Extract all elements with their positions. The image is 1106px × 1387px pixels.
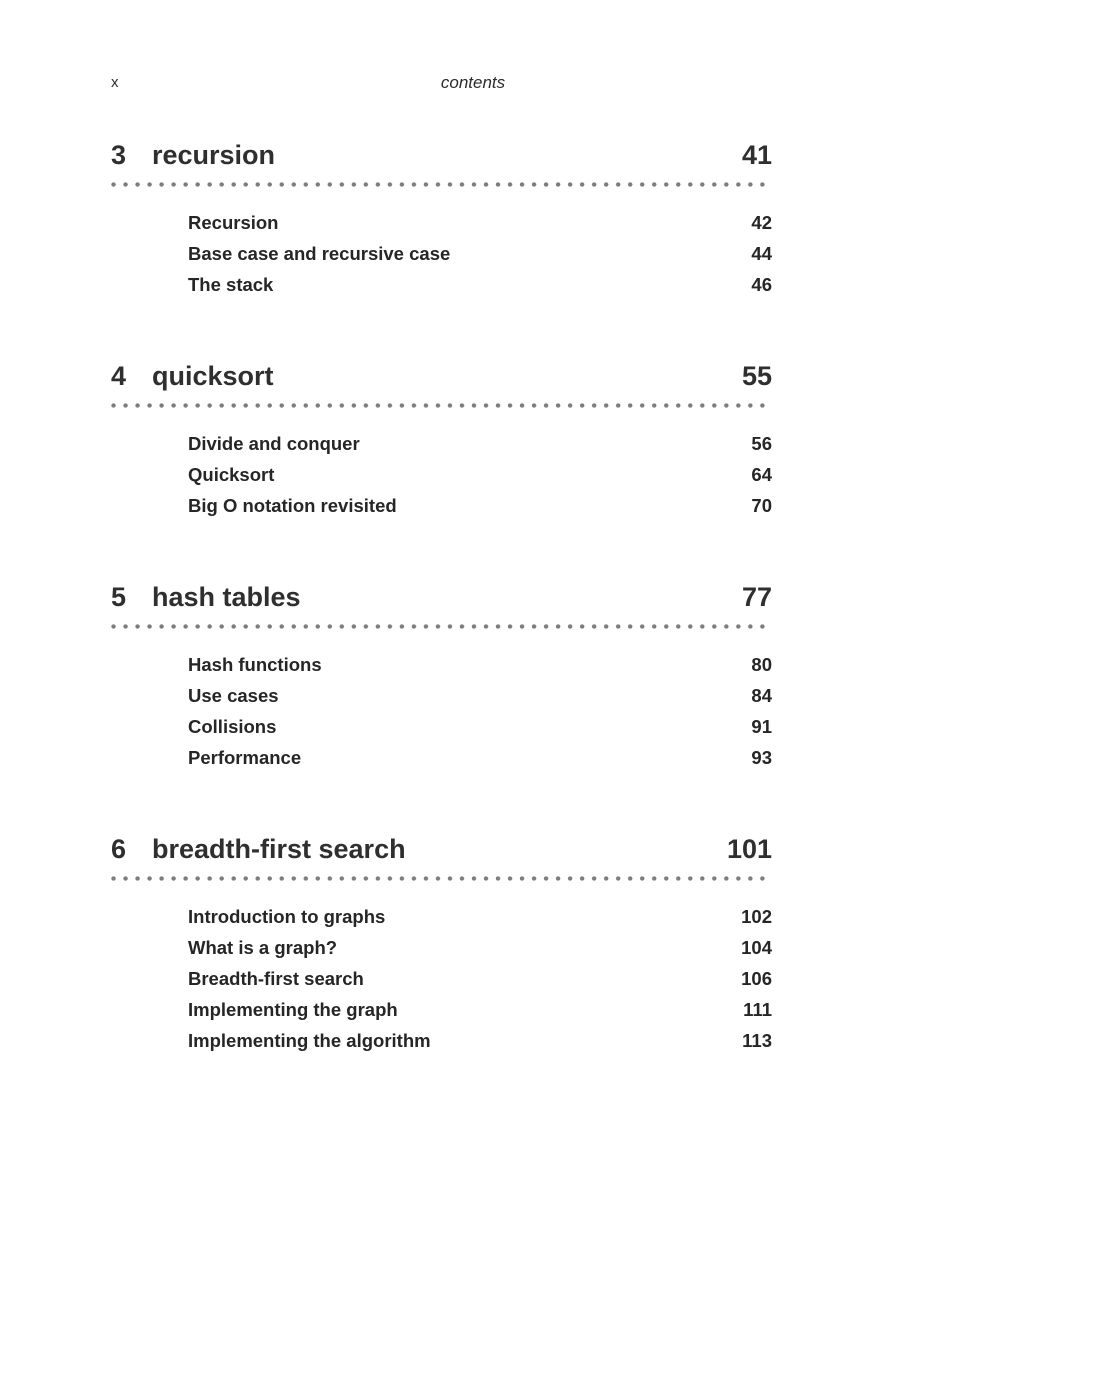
chapter-page-number: 77: [741, 582, 772, 612]
chapter-block: [111, 137, 772, 300]
section-entry[interactable]: [188, 428, 772, 459]
chapter-page-number: 41: [741, 140, 772, 170]
section-title: Performance: [188, 747, 302, 768]
section-page-number: 113: [742, 1030, 772, 1051]
section-entry[interactable]: [188, 963, 772, 994]
chapter-page-number: 55: [741, 361, 772, 391]
section-entry[interactable]: [188, 711, 772, 742]
section-entry[interactable]: [188, 1025, 772, 1056]
section-title: The stack: [188, 274, 274, 295]
section-title: Big O notation revisited: [188, 495, 397, 516]
section-page-number: 93: [751, 747, 772, 768]
section-page-number: 106: [741, 968, 772, 989]
section-page-number: 91: [751, 716, 772, 737]
section-title: What is a graph?: [188, 937, 338, 958]
running-head: [111, 70, 772, 96]
running-title: contents: [440, 73, 506, 92]
section-entry[interactable]: [188, 269, 772, 300]
section-list: [111, 428, 772, 521]
section-entry[interactable]: [188, 901, 772, 932]
dotted-rule: [111, 182, 772, 187]
section-entry[interactable]: [188, 932, 772, 963]
section-title: Recursion: [188, 212, 279, 233]
section-entry[interactable]: [188, 994, 772, 1025]
section-title: Hash functions: [188, 654, 322, 675]
chapter-block: [111, 358, 772, 521]
section-page-number: 70: [751, 495, 772, 516]
chapter-number: 3: [111, 140, 127, 170]
section-page-number: 42: [751, 212, 772, 233]
section-title: Collisions: [188, 716, 277, 737]
section-page-number: 56: [751, 433, 772, 454]
chapter-title: quicksort: [152, 361, 274, 391]
chapter-title: hash tables: [152, 582, 301, 612]
section-entry[interactable]: [188, 680, 772, 711]
section-page-number: 44: [751, 243, 772, 264]
chapter-entry[interactable]: [111, 579, 772, 615]
section-title: Implementing the algorithm: [188, 1030, 431, 1051]
chapter-block: [111, 831, 772, 1056]
section-list: [111, 207, 772, 300]
section-title: Introduction to graphs: [188, 906, 386, 927]
chapter-number: 4: [111, 361, 127, 391]
table-of-contents: [111, 137, 772, 1056]
chapter-block: [111, 579, 772, 773]
chapter-title: recursion: [152, 140, 276, 170]
section-page-number: 102: [741, 906, 772, 927]
section-list: [111, 901, 772, 1056]
chapter-title: breadth-first search: [152, 834, 406, 864]
dotted-rule: [111, 876, 772, 881]
dotted-rule: [111, 403, 772, 408]
section-list: [111, 649, 772, 773]
section-entry[interactable]: [188, 742, 772, 773]
section-title: Use cases: [188, 685, 279, 706]
chapter-entry[interactable]: [111, 358, 772, 394]
chapter-entry[interactable]: [111, 137, 772, 173]
section-title: Breadth-first search: [188, 968, 364, 989]
section-entry[interactable]: [188, 459, 772, 490]
chapter-number: 5: [111, 582, 127, 612]
page-folio: x: [111, 74, 119, 91]
dotted-rule: [111, 624, 772, 629]
section-entry[interactable]: [188, 207, 772, 238]
chapter-entry[interactable]: [111, 831, 772, 867]
section-page-number: 104: [741, 937, 772, 958]
section-title: Quicksort: [188, 464, 275, 485]
section-page-number: 84: [751, 685, 772, 706]
chapter-page-number: 101: [726, 834, 772, 864]
section-page-number: 64: [751, 464, 772, 485]
chapter-number: 6: [111, 834, 127, 864]
section-page-number: 46: [751, 274, 772, 295]
section-page-number: 111: [743, 999, 772, 1020]
section-title: Base case and recursive case: [188, 243, 451, 264]
section-entry[interactable]: [188, 238, 772, 269]
section-entry[interactable]: [188, 649, 772, 680]
section-title: Divide and conquer: [188, 433, 360, 454]
section-page-number: 80: [751, 654, 772, 675]
section-title: Implementing the graph: [188, 999, 398, 1020]
section-entry[interactable]: [188, 490, 772, 521]
